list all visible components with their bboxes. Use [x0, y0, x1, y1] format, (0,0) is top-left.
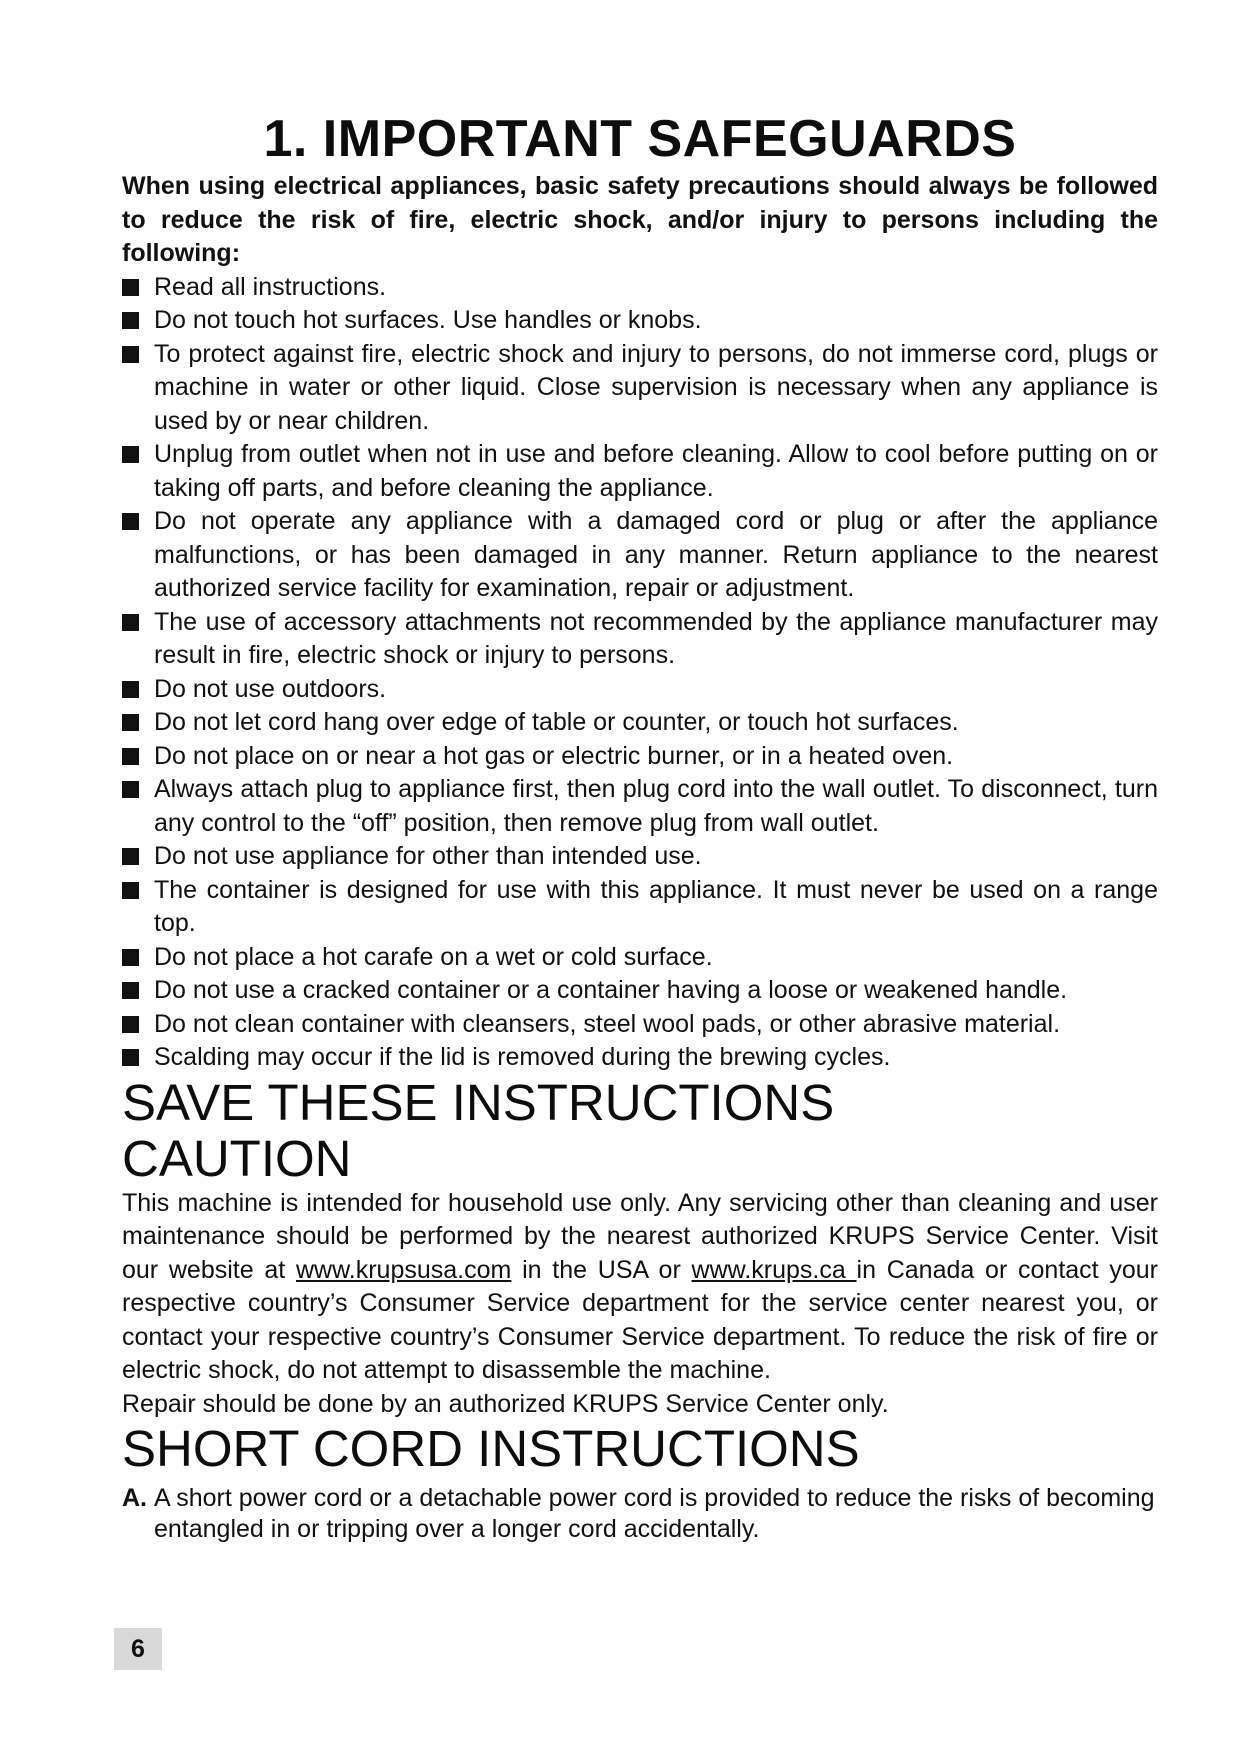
- krupsusa-link[interactable]: www.krupsusa.com: [295, 1255, 512, 1284]
- short-cord-item-text: A short power cord or a detachable power cord is provided to reduce the risks of becoming entangled in or tripping over a longer cord accidentally.: [154, 1484, 1155, 1543]
- list-item-text: Scalding may occur if the lid is removed during the brewing cycles.: [154, 1043, 891, 1071]
- square-bullet-icon: [122, 446, 139, 463]
- list-item-text: The container is designed for use with this appliance. It must never be used on a range top.: [154, 875, 1158, 937]
- list-item: [122, 874, 1158, 941]
- list-item-text: Do not touch hot surfaces. Use handles or knobs.: [154, 306, 702, 334]
- square-bullet-icon: [122, 312, 139, 329]
- save-instructions-heading: SAVE THESE INSTRUCTIONS: [122, 1073, 835, 1131]
- item-letter: A.: [122, 1484, 147, 1512]
- safeguards-list: [122, 271, 1158, 1075]
- list-item-text: Read all instructions.: [154, 272, 387, 301]
- square-bullet-icon: [122, 614, 139, 631]
- short-cord-item: [122, 1483, 1158, 1545]
- list-item: [122, 673, 1158, 707]
- intro-paragraph: When using electrical appliances, basic safety precautions should always be followed to reduce the risk of fire, electric shock, and/or injury to persons including the following:: [122, 172, 1158, 267]
- square-bullet-icon: [122, 346, 139, 363]
- square-bullet-icon: [122, 1016, 139, 1033]
- list-item: [122, 438, 1158, 505]
- list-item: [122, 271, 1158, 305]
- square-bullet-icon: [122, 681, 139, 698]
- list-item-text: The use of accessory attachments not recommended by the appliance manufacturer may result in fire, electric shock or injury to persons.: [154, 607, 1158, 669]
- caution-paragraph: [122, 1187, 1158, 1388]
- list-item-text: Do not let cord hang over edge of table or counter, or touch hot surfaces.: [154, 708, 959, 736]
- square-bullet-icon: [122, 513, 139, 530]
- list-item: [122, 505, 1158, 606]
- square-bullet-icon: [122, 848, 139, 865]
- square-bullet-icon: [122, 982, 139, 999]
- short-cord-heading: SHORT CORD INSTRUCTIONS: [122, 1420, 860, 1477]
- list-item: [122, 606, 1158, 673]
- square-bullet-icon: [122, 882, 139, 899]
- caution-heading: CAUTION: [122, 1129, 352, 1187]
- page-title: 1. IMPORTANT SAFEGUARDS: [263, 110, 1017, 168]
- krups-canada-link[interactable]: www.krups.ca: [691, 1255, 857, 1284]
- list-item-text: Do not clean container with cleansers, steel wool pads, or other abrasive material.: [154, 1009, 1061, 1038]
- list-item: [122, 840, 1158, 874]
- square-bullet-icon: [122, 1049, 139, 1066]
- list-item: [122, 304, 1158, 338]
- list-item: [122, 1008, 1158, 1042]
- manual-page: [122, 108, 1158, 1545]
- list-item-text: Do not place on or near a hot gas or electric burner, or in a heated oven.: [154, 741, 954, 770]
- list-item-text: Do not use outdoors.: [154, 674, 387, 703]
- caution-text-part2: in the USA or: [511, 1255, 692, 1284]
- page-number: 6: [114, 1628, 162, 1670]
- list-item: [122, 974, 1158, 1008]
- list-item: [122, 773, 1158, 840]
- square-bullet-icon: [122, 748, 139, 765]
- square-bullet-icon: [122, 949, 139, 966]
- list-item-text: Do not operate any appliance with a damaged cord or plug or after the appliance malfunctions, or has been damaged in any manner. Return appliance to the nearest authorized service facility for examination, repair or adjustment.: [154, 507, 1158, 602]
- list-item-text: Do not place a hot carafe on a wet or cold surface.: [154, 942, 713, 971]
- list-item: [122, 706, 1158, 740]
- caution-text-part1: This machine is intended for household use only. Any servicing other than cleaning and user maintenance should be performed by the nearest authorized KRUPS Service Center. Visit our website at: [122, 1188, 1158, 1284]
- repair-notice: Repair should be done by an authorized KRUPS Service Center only.: [122, 1389, 889, 1418]
- list-item-text: Always attach plug to appliance first, then plug cord into the wall outlet. To disconnect, turn any control to the “off” position, then remove plug from wall outlet.: [154, 775, 1158, 837]
- list-item-text: Do not use a cracked container or a container having a loose or weakened handle.: [154, 976, 1068, 1004]
- square-bullet-icon: [122, 279, 139, 296]
- list-item: [122, 740, 1158, 774]
- caution-text-part3: in Canada or contact your respective country’s Consumer Service department for the service center nearest you, or contact your respective country’s Consumer Service department. To reduce the risk of fire or electric shock, do not attempt to disassemble the machine.: [122, 1255, 1158, 1384]
- list-item-text: Unplug from outlet when not in use and before cleaning. Allow to cool before putting on or taking off parts, and before cleaning the appliance.: [154, 440, 1158, 502]
- list-item-text: To protect against fire, electric shock and injury to persons, do not immerse cord, plugs or machine in water or other liquid. Close supervision is necessary when any appliance is used by or near children.: [154, 339, 1158, 435]
- list-item: [122, 1041, 1158, 1075]
- square-bullet-icon: [122, 781, 139, 798]
- list-item-text: Do not use appliance for other than intended use.: [154, 842, 702, 870]
- list-item: [122, 338, 1158, 439]
- list-item: [122, 941, 1158, 975]
- square-bullet-icon: [122, 714, 139, 731]
